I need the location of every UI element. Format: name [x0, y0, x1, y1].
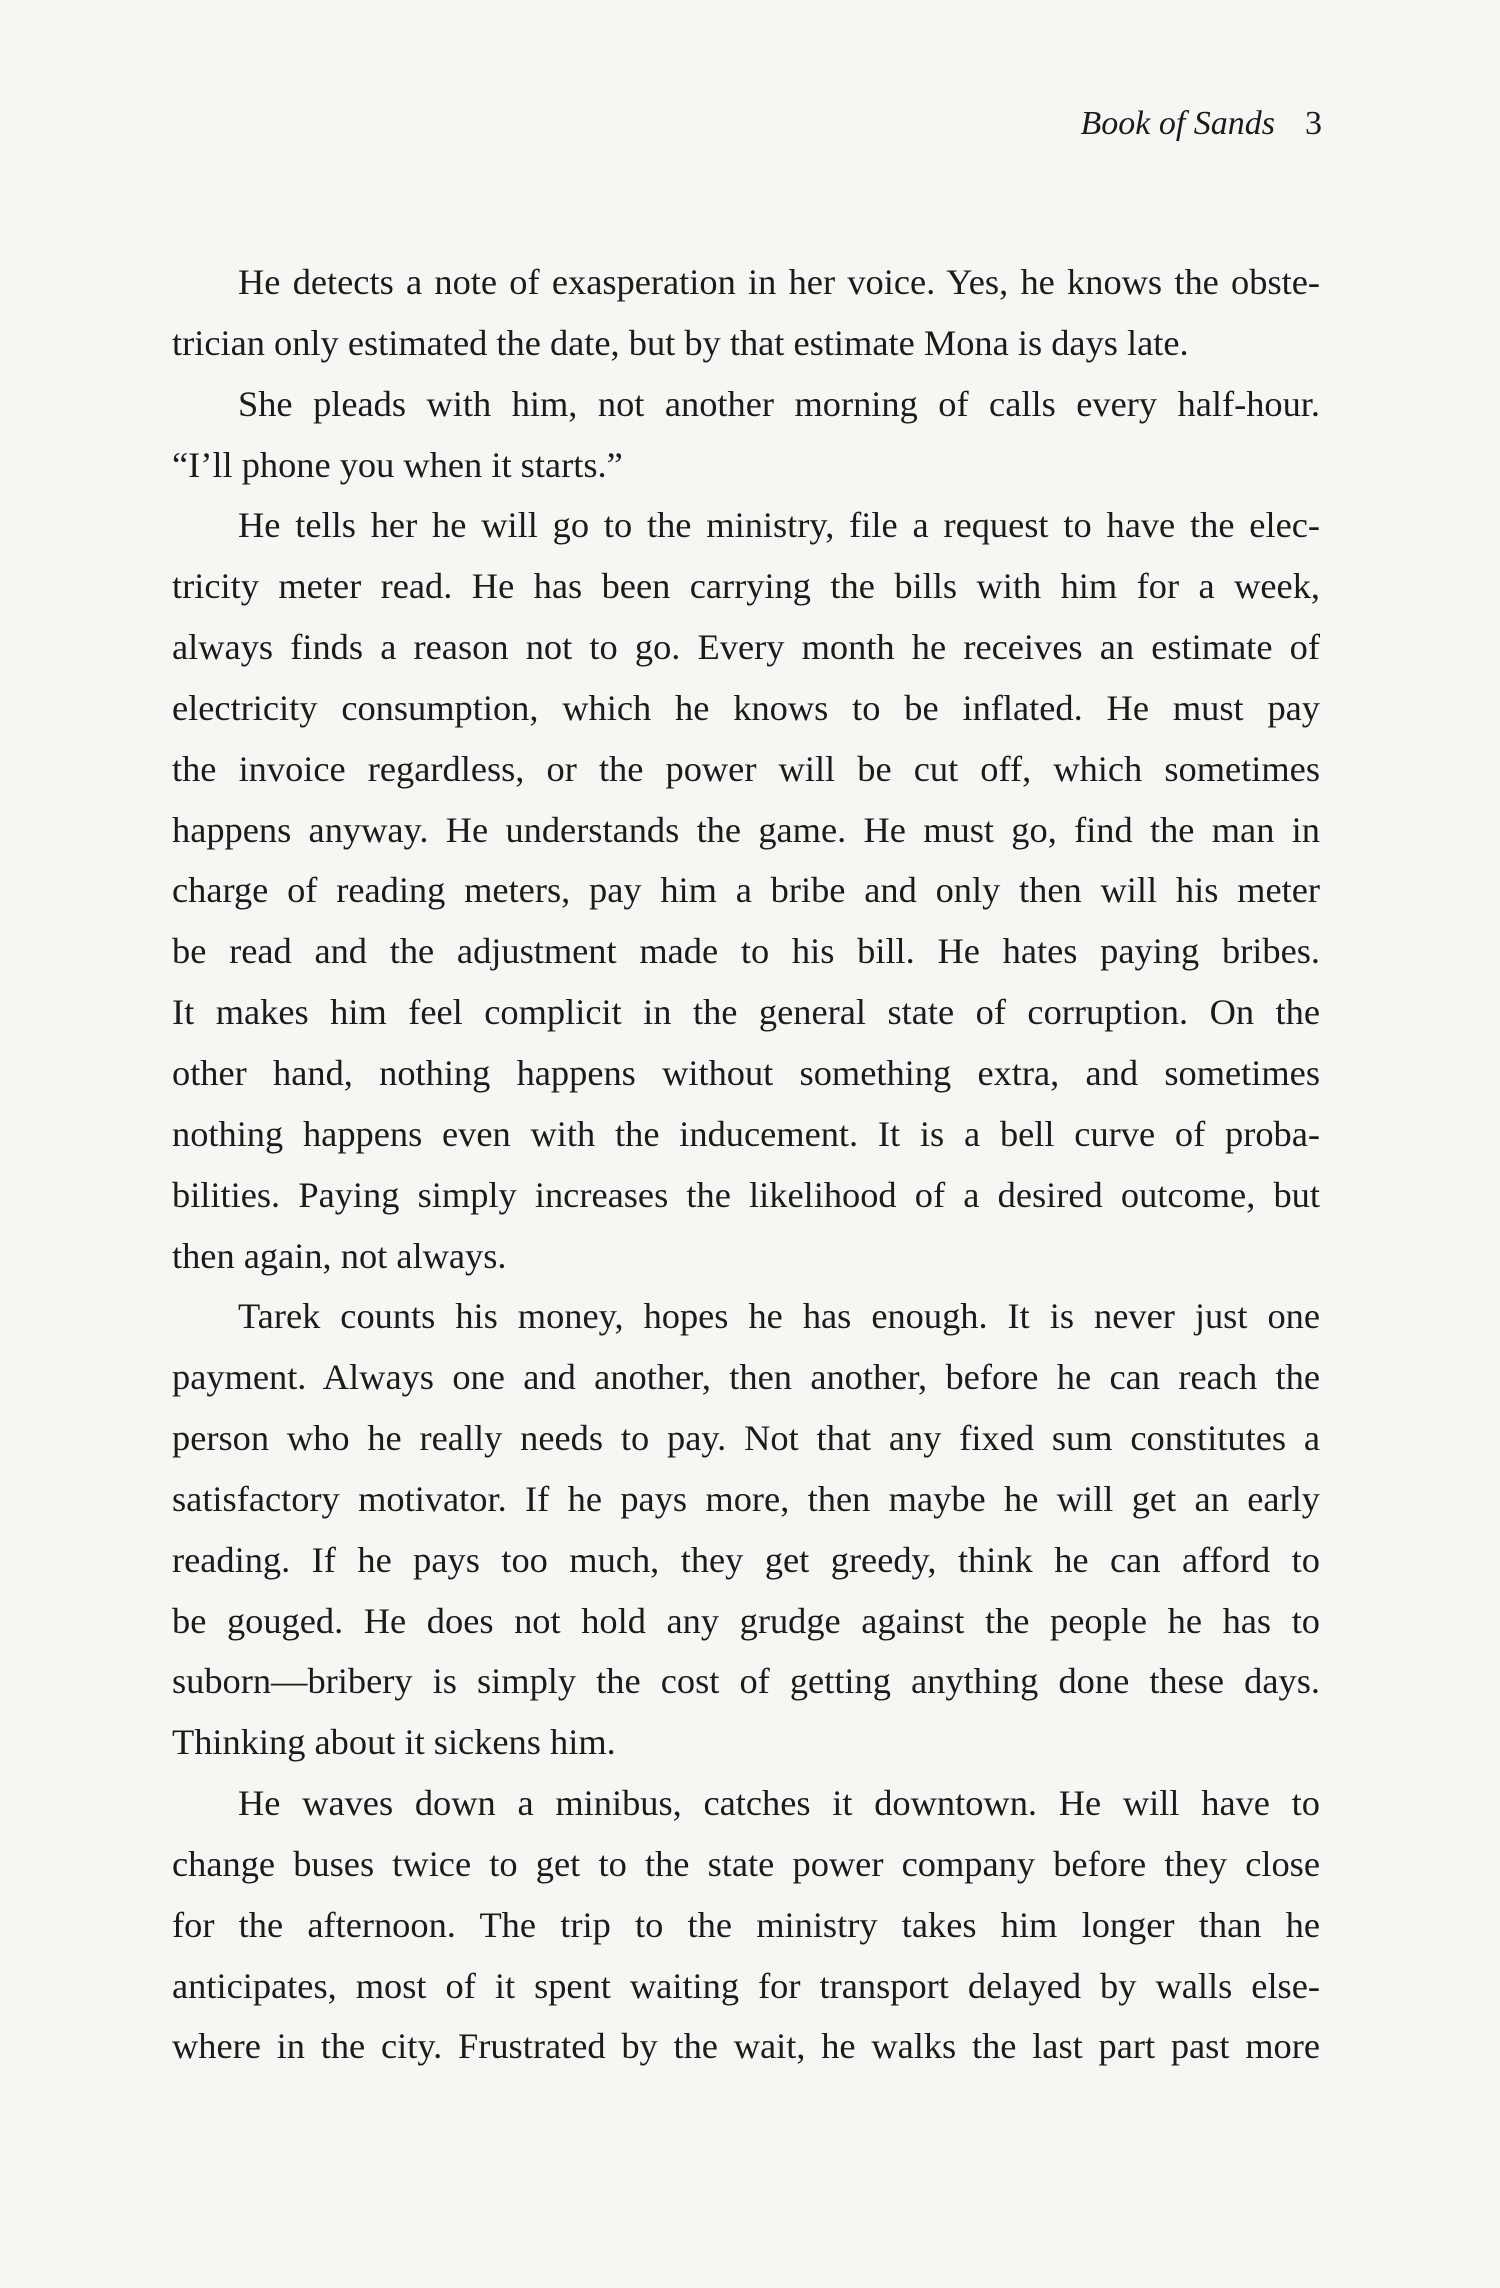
text-line: tricity meter read. He has been carrying the bills with him for a week, [172, 566, 1320, 607]
text-line: It makes him feel complicit in the general state of corruption. On the [172, 992, 1320, 1033]
text-line: then again, not always. [172, 1235, 507, 1276]
text-line: be gouged. He does not hold any grudge against the people he has to [172, 1600, 1320, 1641]
text-line: bilities. Paying simply increases the likelihood of a desired outcome, but [172, 1174, 1320, 1215]
running-head [1080, 105, 1322, 143]
page-number: 3 [1305, 105, 1322, 142]
text-line: Tarek counts his money, hopes he has enough. It is never just one [238, 1296, 1320, 1337]
text-line: be read and the adjustment made to his bill. He hates paying bribes. [172, 931, 1320, 972]
text-line: “I’ll phone you when it starts.” [172, 444, 623, 485]
text-line: other hand, nothing happens without something extra, and sometimes [172, 1052, 1320, 1093]
book-title: Book of Sands [1080, 105, 1275, 142]
text-line: payment. Always one and another, then another, before he can reach the [172, 1357, 1320, 1398]
text-line: He tells her he will go to the ministry, file a request to have the elec- [238, 505, 1320, 546]
text-line: always finds a reason not to go. Every month he receives an estimate of [172, 627, 1320, 668]
text-line: electricity consumption, which he knows to be inflated. He must pay [172, 687, 1320, 728]
text-line: He waves down a minibus, catches it downtown. He will have to [238, 1783, 1320, 1824]
text-line: happens anyway. He understands the game. He must go, find the man in [172, 809, 1320, 850]
text-line: Thinking about it sickens him. [172, 1722, 616, 1763]
text-line: the invoice regardless, or the power will be cut off, which sometimes [172, 748, 1320, 789]
text-line: satisfactory motivator. If he pays more, then maybe he will get an early [172, 1478, 1320, 1519]
text-line: reading. If he pays too much, they get greedy, think he can afford to [172, 1539, 1320, 1580]
body-text [172, 252, 1320, 2077]
text-line: where in the city. Frustrated by the wait, he walks the last part past more [172, 2026, 1320, 2067]
text-line: person who he really needs to pay. Not that any fixed sum constitutes a [172, 1418, 1320, 1459]
text-line: change buses twice to get to the state power company before they close [172, 1843, 1320, 1884]
text-line: He detects a note of exasperation in her voice. Yes, he knows the obste- [238, 262, 1320, 302]
text-line: nothing happens even with the inducement. It is a bell curve of proba- [172, 1113, 1320, 1154]
text-line: anticipates, most of it spent waiting for transport delayed by walls else- [172, 1965, 1320, 2006]
text-line: trician only estimated the date, but by that estimate Mona is days late. [172, 322, 1189, 363]
text-line: charge of reading meters, pay him a bribe and only then will his meter [172, 870, 1320, 911]
text-line: suborn—bribery is simply the cost of getting anything done these days. [172, 1661, 1320, 1702]
text-line: She pleads with him, not another morning of calls every half-hour. [238, 383, 1320, 424]
text-line: for the afternoon. The trip to the ministry takes him longer than he [172, 1904, 1320, 1945]
